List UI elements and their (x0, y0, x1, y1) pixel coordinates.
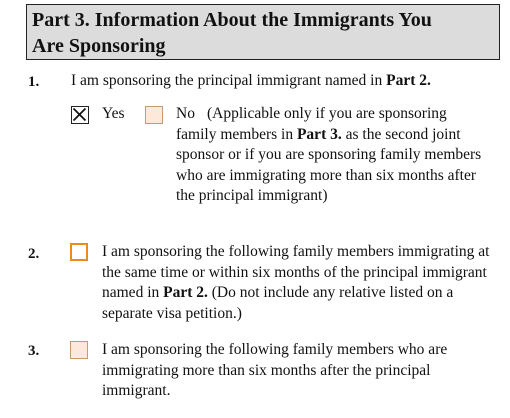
part-3-header (26, 4, 500, 60)
yes-label: Yes (102, 105, 125, 122)
item-2-text-part-ref: Part 2. (163, 284, 208, 301)
item-1-text-part-ref: Part 2. (386, 72, 431, 89)
no-note-text: (Applicable only if you are sponsoring family members in (176, 105, 447, 143)
item-2-text-main: I am sponsoring the following family members immigrating at the same time or within six months of the principal immigrant named in (102, 243, 490, 301)
checkmark-x-icon (72, 107, 87, 122)
item-3-checkbox[interactable] (70, 341, 88, 359)
part-title-line-2: Are Sponsoring (32, 35, 166, 57)
no-checkbox[interactable] (145, 106, 163, 124)
item-2-text (102, 242, 502, 324)
item-2-text-note: (Do not include any relative listed on a separate visa petition.) (102, 284, 454, 322)
item-1-text-main: I am sponsoring the principal immigrant named in (71, 72, 387, 89)
item-2-number: 2. (28, 246, 40, 262)
part-title-line-1: Part 3. Information About the Immigrants You (32, 9, 432, 31)
item-1-text (71, 71, 501, 92)
yes-checkbox[interactable] (71, 106, 89, 124)
item-3-text: I am sponsoring the following family members who are immigrating more than six months after the principal immigrant. (102, 341, 448, 399)
no-label: No (176, 105, 195, 122)
no-note (176, 104, 488, 207)
item-3-number: 3. (28, 343, 40, 359)
item-1-number: 1. (28, 74, 40, 90)
no-note-part-ref: Part 3. (296, 125, 342, 143)
item-2-checkbox[interactable] (70, 243, 88, 261)
no-note-text-cont: as the second joint sponsor or if you are sponsoring family members who are immigrating more than six months after the principal immigrant) (176, 125, 482, 204)
